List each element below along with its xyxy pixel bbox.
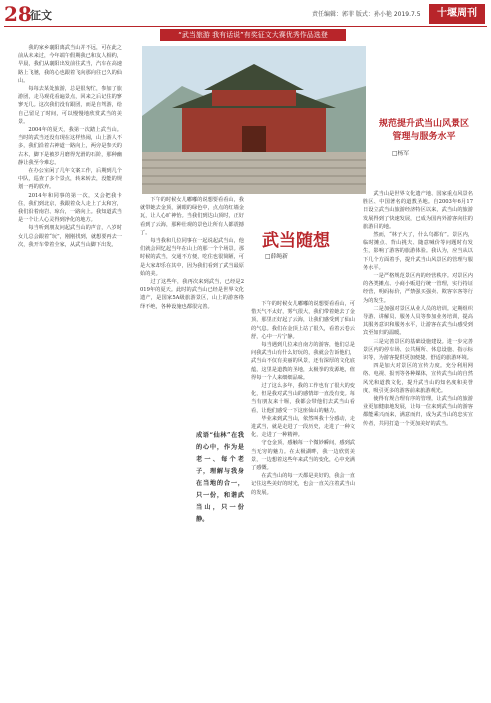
header-divider	[4, 26, 487, 27]
paragraph: 二是加强对景区从业人员的培训。定期组织导游、讲解员、服务人员等参加业务培训，提高其服务意识和服务水平，让游客在武当山感受到宾至如归的温暖。	[363, 305, 473, 337]
main-article-title: 武当随想	[262, 231, 330, 251]
paragraph: 我的家乡襄阳离武当山并不远，可在此之前从未来过，今年端午假期我已和友人相约，早晨，我们从襄阳出发前往武当，汽车在高速路上飞驰，我的心也跟着飞向那向往已久的仙山。	[18, 45, 122, 84]
paragraph: 每当我和几位同事在一起说起武当山，他们就会回忆起当年在山上的那一个个场景。那时候的武当，交通不方便，吃住也很简陋，可是大家却乐在其中，因为我们看到了武当最原始的美。	[140, 238, 244, 277]
paragraph: 2004年的夏天，我第一次踏上武当山。当时的武当还没有现在这样热闹，山上游人不多，我们沿着古神道一路向上，两旁是参天的古木，脚下是被岁月磨得光滑的石阶，那种幽静让我至今难忘。	[18, 127, 122, 166]
paragraph: 武当山是世界文化遗产地、国家重点风景名胜区、中国著名的道教圣地。自2003年6月17日设立武当山旅游经济特区以来，武当山的旅游发展得到了快速发展，已成为国内外游客向往的旅游目的地。	[363, 191, 473, 230]
main-article-column-2	[140, 196, 244, 424]
main-article-column-3	[251, 300, 355, 696]
temple-illustration	[142, 46, 366, 194]
paragraph: 三是完善景区的基础设施建设。进一步完善景区内的停车场、公共厕所、休息设施、指示标识等，为游客提供更加便捷、舒适的旅游环境。	[363, 338, 473, 362]
paragraph: 每每去某处旅游，总是很匆忙，参加了旅游团，走马观花看遍景点，回来之后记住的寥寥无几。这次我们没有跟团，而是自驾游，给自己留足了时间，可以慢慢地欣赏武当的美景。	[18, 86, 122, 125]
paragraph: 过了这些年，我再次来到武当，已经是2019年的夏天。此时的武当山已经是世界文化遗产，是国家5A级旅游景区，山上的游客络绎不绝，各种设施也都很完善。	[140, 279, 244, 310]
main-article-column-1	[18, 44, 122, 696]
header-meta: 责任编辑：郭菲 版式：孙小艳 2019.7.5	[312, 11, 421, 18]
section-name: 征文	[30, 9, 52, 22]
side-article-title	[366, 118, 482, 144]
masthead-logo: 十堰周刊	[429, 4, 485, 24]
paragraph: 四是加大对景区的宣传力度。充分利用网络、电视、报刊等各种媒体，宣传武当山的自然风光和道教文化，提升武当山的知名度和美誉度，吸引更多的游客前来旅游观光。	[363, 363, 473, 394]
paragraph: 下午的时候女儿嘟嘟的说想要看看山，可惜天气不太好，雾气很大，我们带着她去了金顶，那里正好起了云海，让我们感受到了仙山的气息。我们在金顶上站了很久，看着云卷云舒，心中一片宁静。	[251, 301, 355, 340]
paragraph: 一是严格规范景区内的经营秩序。对景区内的各类摊点、小商小贩进行统一管理，实行持证经营，明码标价，严禁强买强卖、欺客宰客等行为的发生。	[363, 273, 473, 304]
paragraph: 每当遇到几位来自南方的游客，他们总是问我武当山有什么好玩的，我就会告诉他们，武当山不仅有美丽的风景，还有深厚的文化底蕴，这里是道教的圣地，太极拳的发源地，值得每一个人来细细品味。	[251, 342, 355, 381]
side-title-line: 规范提升武当山风景区	[378, 119, 469, 129]
side-article-byline: □杨军	[392, 151, 410, 157]
paragraph: 毕业来到武当山，依然叫我十分感动，走进武当，就是走进了一段历史，走进了一种文化，走进了一种精神。	[251, 415, 355, 439]
paragraph: 在办公室闲了几年文案工作，后期到几个中队，巡查了多个景点，转来转去，没能的规划一再的放弃。	[18, 168, 122, 191]
page-number: 28	[4, 2, 32, 26]
paragraph: 2014年和同事的第一次，又会把我卡住，我们到北京，我跟着众人走上了太和宫，我们沿着南岩、琼台，一路向上。我知道武当是一个让人心灵得到净化的地方。	[18, 192, 122, 224]
paragraph: 过了这么多年，我的工作也有了很大的变化，但是我对武当山的感情却一直没有变。每当有朋友来十堰，我都会带他们去武当山看看，让他们感受一下这座仙山的魅力。	[251, 383, 355, 414]
paragraph: 然而，“林子大了，什么鸟都有”。景区内，临时摊点、背山挑夫、随意喊价等问题时有发生，影响了游客的旅游体验。我认为，应当从以下几个方面着手，提升武当山风景区的管理与服务水平。	[363, 232, 473, 271]
paragraph: 下午的时候女儿嘟嘟的说想要看看山，我就带她去金顶，满眼的绿色中，点点的红墙金瓦，让人心旷神怡。当我们到达山顶时，正好看到了云海，那种壮观的景色让所有人都震撼了。	[140, 197, 244, 236]
feature-banner: “武当旅游 我有话说”有奖征文大赛优秀作品选登	[160, 29, 346, 41]
paragraph: 每当听到朋友问起武当山的声音，八岁时女儿总会跟着“玩”，刚刚找到，就想要再去一次，我开车带着全家，从武当山脚下出发。	[18, 225, 122, 248]
pull-quote: 成语“仙林”在我的心中，作为是老一、每个老子，理解与我身在当地的合一，只一份，和谐武当山，只一份静。	[196, 432, 244, 523]
side-title-line: 管理与服务水平	[392, 132, 456, 142]
paragraph: 守仓金顶，感触每一个微妙瞬间，感到武当无穷的魅力。在太极湖畔，我一边欣赏美景，一边想着这些年来武当的变化，心中充满了感慨。	[251, 440, 355, 472]
temple-photo	[142, 46, 366, 194]
page-header	[0, 0, 491, 26]
side-article-body	[363, 190, 473, 696]
paragraph: 使得有规合理有序的管理，让武当山的旅游业更加健康地发展，让每一位来到武当山的游客都能乘兴而来，满意而归，成为武当山的忠实宣传者，共同打造一个更加美好的武当。	[363, 396, 473, 427]
paragraph: 在武当山的每一天都是美好的，我会一直记住这些美好的时光，也会一直关注着武当山的发展。	[251, 473, 355, 496]
main-article-byline: □薛绳新	[265, 254, 288, 260]
